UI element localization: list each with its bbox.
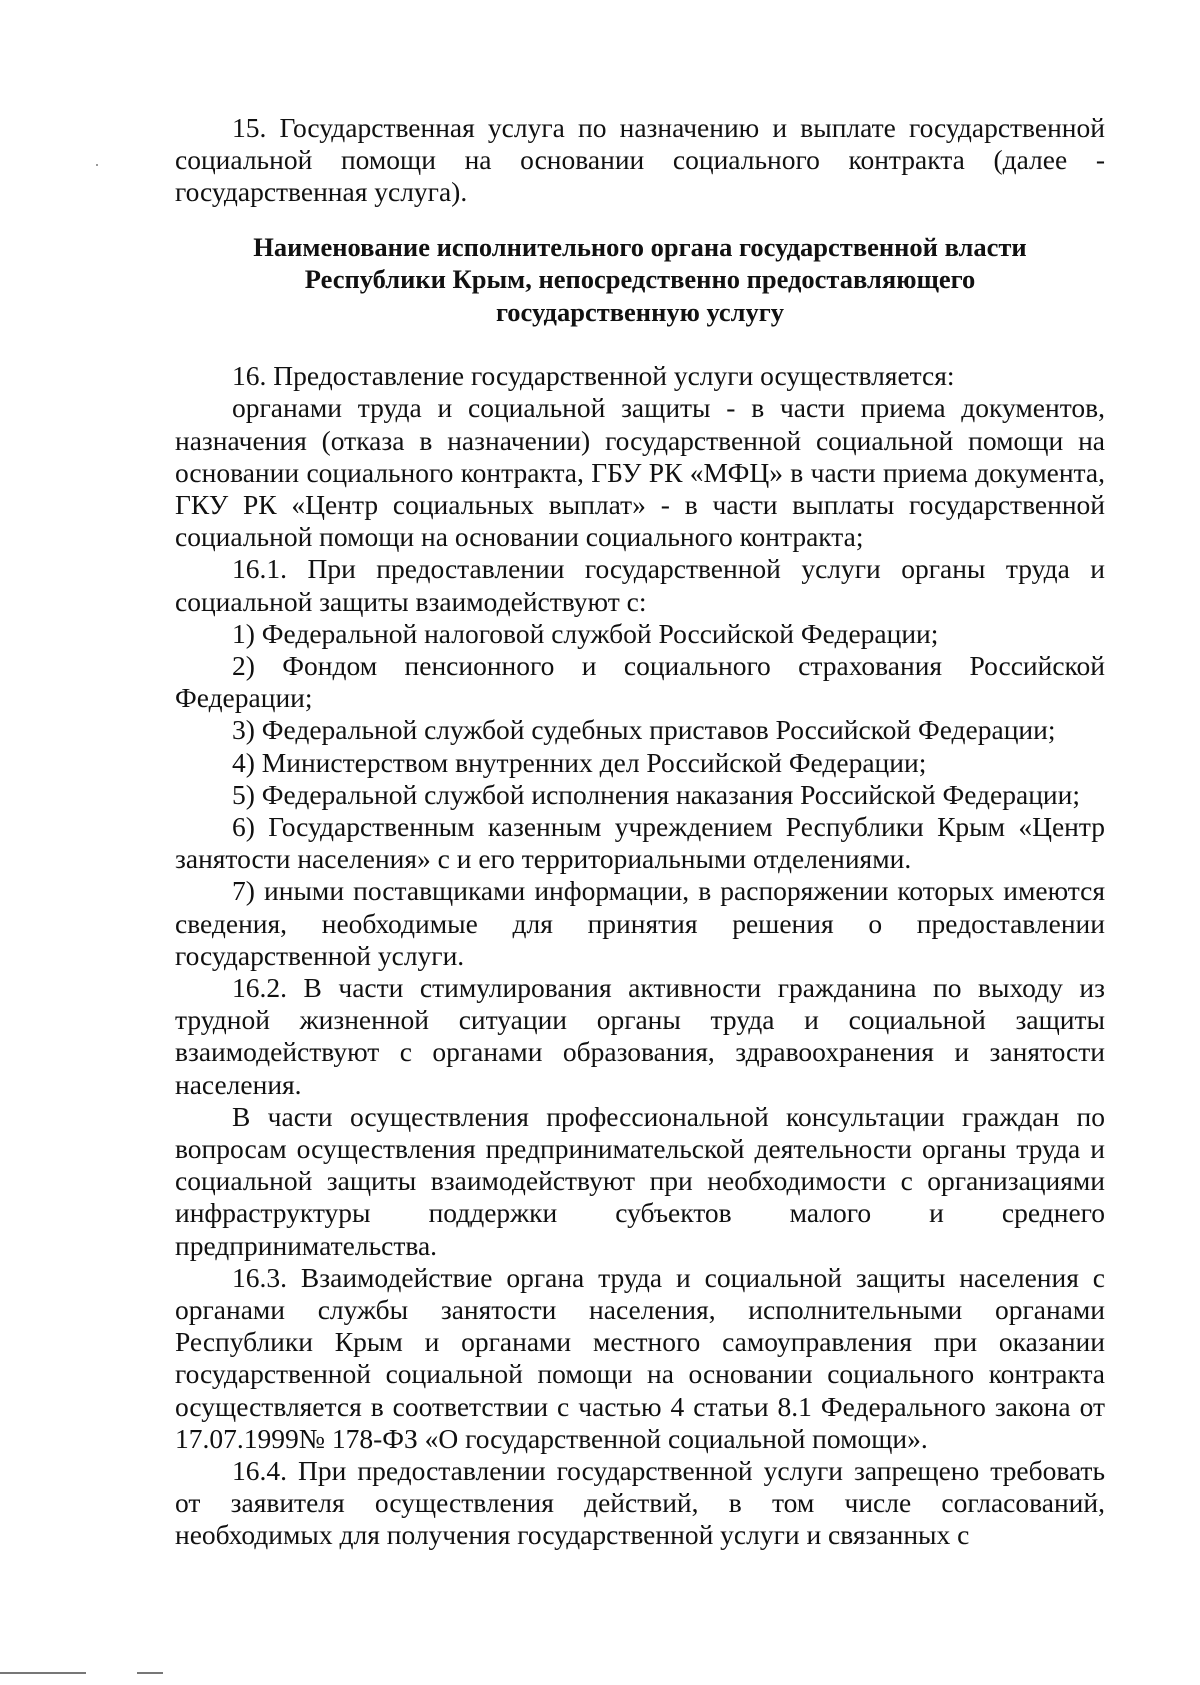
- list-item-1: 1) Федеральной налоговой службой Российской Федерации;: [232, 617, 939, 649]
- list-item-4: 4) Министерством внутренних дел Российской Федерации;: [232, 746, 927, 778]
- document-body: [175, 112, 1105, 1552]
- paragraph-15: 15. Государственная услуга по назначению и выплате государственной социальной помощи на основании социального контракта (далее - государственная услуга).: [175, 112, 1105, 208]
- list-item-3: 3) Федеральной службой судебных приставов Российской Федерации;: [232, 714, 1056, 746]
- paragraph-16-3: 16.3. Взаимодействие органа труда и социальной защиты населения с органами службы занятости населения, исполнительными органами Республики Крым и органами местного самоуправления при оказании государственной социальной помощи на основании социального контракта осуществляется в соответствии с частью 4 статьи 8.1 Федерального закона от 17.07.1999№ 178-ФЗ «О государственной социальной помощи».: [175, 1261, 1105, 1454]
- section-heading-line-3: государственную услугу: [495, 296, 785, 327]
- section-heading: [175, 231, 1105, 329]
- paragraph-16-2: 16.2. В части стимулирования активности гражданина по выходу из трудной жизненной ситуации органы труда и социальной защиты взаимодействуют с органами образования, здравоохранения и занятости населения.: [175, 971, 1105, 1100]
- paragraph-16-4: 16.4. При предоставлении государственной услуги запрещено требовать от заявителя осуществления действий, в том числе согласований, необходимых для получения государственной услуги и связанных с: [175, 1455, 1105, 1551]
- paragraph-16-2-continued: В части осуществления профессиональной консультации граждан по вопросам осуществления предпринимательской деятельности органы труда и социальной защиты взаимодействуют при необходимости с организациями инфраструктуры поддержки субъектов малого и среднего предпринимательства.: [175, 1100, 1105, 1261]
- list-item-7: 7) иными поставщиками информации, в распоряжении которых имеются сведения, необходимые для принятия решения о предоставлении государственной услуги.: [175, 875, 1105, 971]
- paragraph-16-body: органами труда и социальной защиты - в части приема документов, назначения (отказа в назначении) государственной социальной помощи на основании социального контракта, ГБУ РК «МФЦ» в части приема документа, ГКУ РК «Центр социальных выплат» - в части выплаты государственной социальной помощи на основании социального контракта;: [175, 392, 1105, 553]
- paragraph-16-1: 16.1. При предоставлении государственной услуги органы труда и социальной защиты взаимодействуют с:: [175, 553, 1105, 617]
- scan-speck: [96, 164, 98, 166]
- list-item-2: 2) Фондом пенсионного и социального страхования Российской Федерации;: [175, 649, 1105, 714]
- section-heading-line-1: Наименование исполнительного органа государственной власти: [253, 231, 1027, 262]
- list-item-6: 6) Государственным казенным учреждением Республики Крым «Центр занятости населения» с и его территориальными отделениями.: [175, 810, 1105, 875]
- paragraph-16: 16. Предоставление государственной услуги осуществляется:: [232, 360, 955, 392]
- scan-edge-mark: [0, 1672, 86, 1674]
- list-item-5: 5) Федеральной службой исполнения наказания Российской Федерации;: [232, 778, 1081, 810]
- scan-edge-mark: [137, 1672, 163, 1674]
- section-heading-line-2: Республики Крым, непосредственно предоставляющего: [304, 264, 976, 295]
